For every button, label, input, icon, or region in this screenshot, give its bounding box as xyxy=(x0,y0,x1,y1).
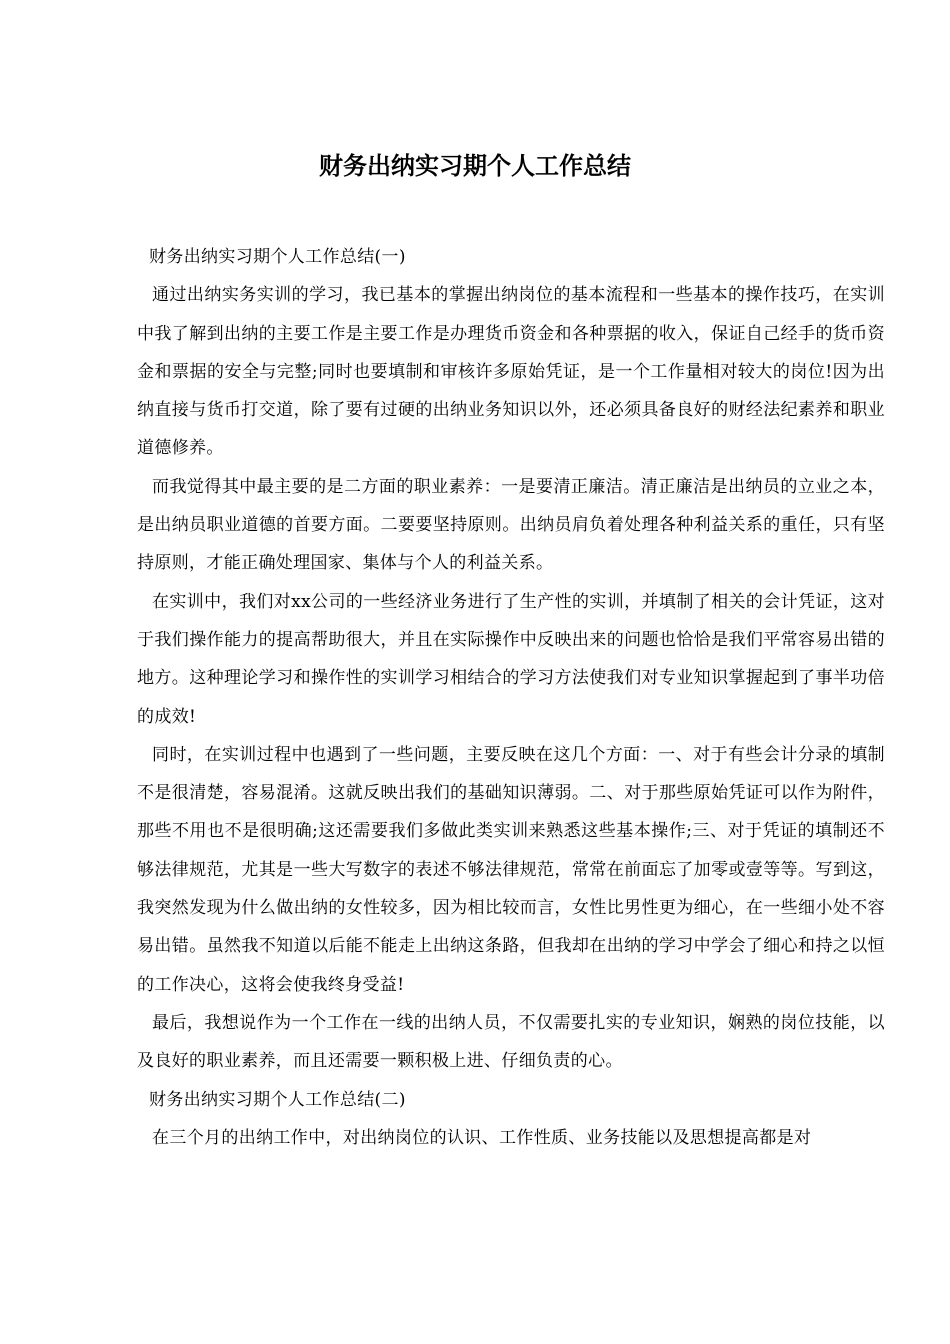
section-heading-1: 财务出纳实习期个人工作总结(一) xyxy=(149,247,406,267)
section-heading-2: 财务出纳实习期个人工作总结(二) xyxy=(149,1089,406,1110)
paragraph-6: 在三个月的出纳工作中，对出纳岗位的认识、工作性质、业务技能以及思想提高都是对 xyxy=(152,1127,812,1148)
document-body xyxy=(137,238,885,1157)
paragraph-3: 在实训中，我们对xx公司的一些经济业务进行了生产性的实训，并填制了相关的会计凭证，这对于我们操作能力的提高帮助很大，并且在实际操作中反映出来的问题也恰恰是我们平常容易出错的地方。这种理论学习和操作性的实训学习相结合的学习方法使我们对专业知识掌握起到了事半功倍的成效! xyxy=(137,591,885,727)
paragraph-1: 通过出纳实务实训的学习，我已基本的掌握出纳岗位的基本流程和一些基本的操作技巧，在实训中我了解到出纳的主要工作是主要工作是办理货币资金和各种票据的收入，保证自己经手的货币资金和票据的安全与完整;同时也要填制和审核许多原始凭证，是一个工作量相对较大的岗位!因为出纳直接与货币打交道，除了要有过硬的出纳业务知识以外，还必须具备良好的财经法纪素养和职业道德修养。 xyxy=(137,285,885,459)
document-title: 财务出纳实习期个人工作总结 xyxy=(319,152,631,180)
paragraph-5: 最后，我想说作为一个工作在一线的出纳人员，不仅需要扎实的专业知识，娴熟的岗位技能，以及良好的职业素养，而且还需要一颗积极上进、仔细负责的心。 xyxy=(137,1012,885,1072)
paragraph-4: 同时，在实训过程中也遇到了一些问题，主要反映在这几个方面：一、对于有些会计分录的填制不是很清楚，容易混淆。这就反映出我们的基础知识薄弱。二、对于那些原始凭证可以作为附件，那些不用也不是很明确;这还需要我们多做此类实训来熟悉这些基本操作;三、对于凭证的填制还不够法律规范，尤其是一些大写数字的表述不够法律规范，常常在前面忘了加零或壹等等。写到这，我突然发现为什么做出纳的女性较多，因为相比较而言，女性比男性更为细心，在一些细小处不容易出错。虽然我不知道以后能不能走上出纳这条路，但我却在出纳的学习中学会了细心和持之以恒的工作决心，这将会使我终身受益! xyxy=(137,744,885,995)
paragraph-2: 而我觉得其中最主要的是二方面的职业素养：一是要清正廉洁。清正廉洁是出纳员的立业之本，是出纳员职业道德的首要方面。二要要坚持原则。出纳员肩负着处理各种利益关系的重任，只有坚持原则，才能正确处理国家、集体与个人的利益关系。 xyxy=(137,476,885,574)
